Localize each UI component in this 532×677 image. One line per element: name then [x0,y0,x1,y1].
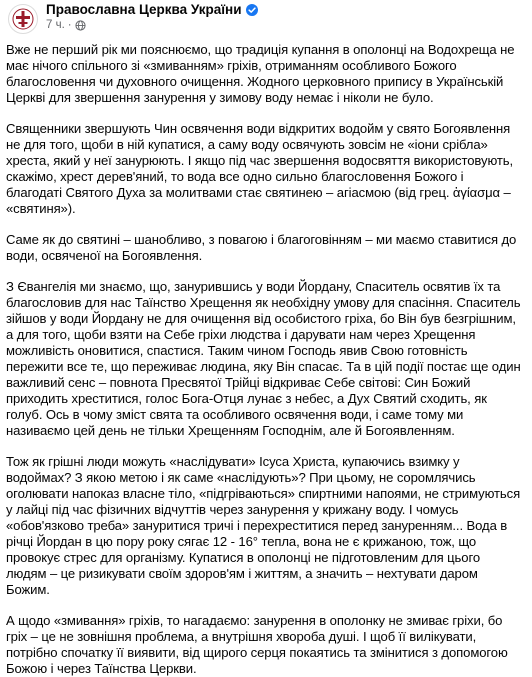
post-paragraph-5: Тож як грішні люди можуть «наслідувати» Ісуса Христа, купаючись взимку у водоймах? З якою метою і як саме «наслідують»? При цьому, не соромлячись оголювати напоказ власне тіло, «підгріваються» спиртними напоями, не стримуються у лайці під час фізичних відчуттів через занурення у крижану воду. І чомусь «обов'язково треба» зануритися тричі і перехреститися перед зануренням... Вода в річці Йордан в цю пору року сягає 12 - 16° тепла, вона не є крижаною, тож, що провокує стрес для організму. Купатися в ополонці не підготовленим для цього людям – це ризикувати своїм здоров'ям і життям, а значить – нехтувати даром Божим. [6,454,521,597]
post-paragraph-1: Вже не перший рік ми пояснюємо, що традиція купання в ополонці на Водохреща не має нічого спільного зі «змиванням» гріхів, отриманням особливого Божого благословення чи духовного очищення. Жодного церковного припису в Українській Церкві для звершення занурення у зимову воду немає і ніколи не було. [6,42,515,105]
verified-badge-icon [246,4,258,16]
post-paragraph-4: З Євангелія ми знаємо, що, занурившись у води Йордану, Спаситель освятив їх та благословив для нас Таїнство Хрещення як необхідну умову для спасіння. Спаситель зійшов у води Йордану не для очищення від особистого гріха, бо Він був безгрішним, а для того, щоби взяти на Себе гріхи людства і дарувати нам через Хрещення можливість оновитися, спастися. Таким чином Господь явив Свою готовність пережити все те, що переживає людина, яку Він спасає. Та в цій події постає ще один важливий сенс – повнота Пресвятої Трійці відкриває Себе світові: Син Божий приходить хреститися, голос Бога-Отця лунає з небес, а Дух Святий сходить, як голуб. Ось в чому зміст свята та особливого освячення води, і саме тому ми називаємо цей день не тільки Хрещенням Господнім, але й Богоявленням. [6,279,521,438]
post-time[interactable]: 7 ч. [46,19,65,31]
post-body [6,42,522,677]
post-paragraph-3: Саме як до святині – шанобливо, з повагою і благоговінням – ми маємо ставитися до води, освяченої на Богоявлення. [6,232,517,263]
globe-icon[interactable] [75,20,86,31]
post-paragraph-2: Священники звершують Чин освячення води відкритих водойм у свято Богоявлення не для того, щоби в ній купатися, а саму воду освячують зовсім не «іони срібла» хреста, який у неї занурюють. І якщо під час звершення водосвяття використовують, скажімо, хрест дерев'яний, то вода все одно сильно благословення Божого і благодаті Святого Духа за молитвами стає святинею – агіасмою (від грец. ἁγίασμα – «святиня»). [6,121,514,216]
author-row [46,2,258,17]
page-avatar[interactable] [8,4,38,34]
post-header [6,0,522,42]
cross-emblem-icon [12,8,34,30]
post-paragraph-6: А щодо «змивання» гріхів, то нагадаємо: занурення в ополонку не змиває гріхи, бо гріх – це не зовнішня проблема, а внутрішня хвороба душі. І щоб її вилікувати, потрібно спочатку її виявити, від щирого серця покаятись та змінитися з допомогою Божою і через Таїнства Церкви. [6,613,508,676]
author-name[interactable]: Православна Церква України [46,2,242,17]
post-meta [46,2,258,33]
separator-dot: · [67,19,72,31]
timestamp-row [46,18,258,33]
